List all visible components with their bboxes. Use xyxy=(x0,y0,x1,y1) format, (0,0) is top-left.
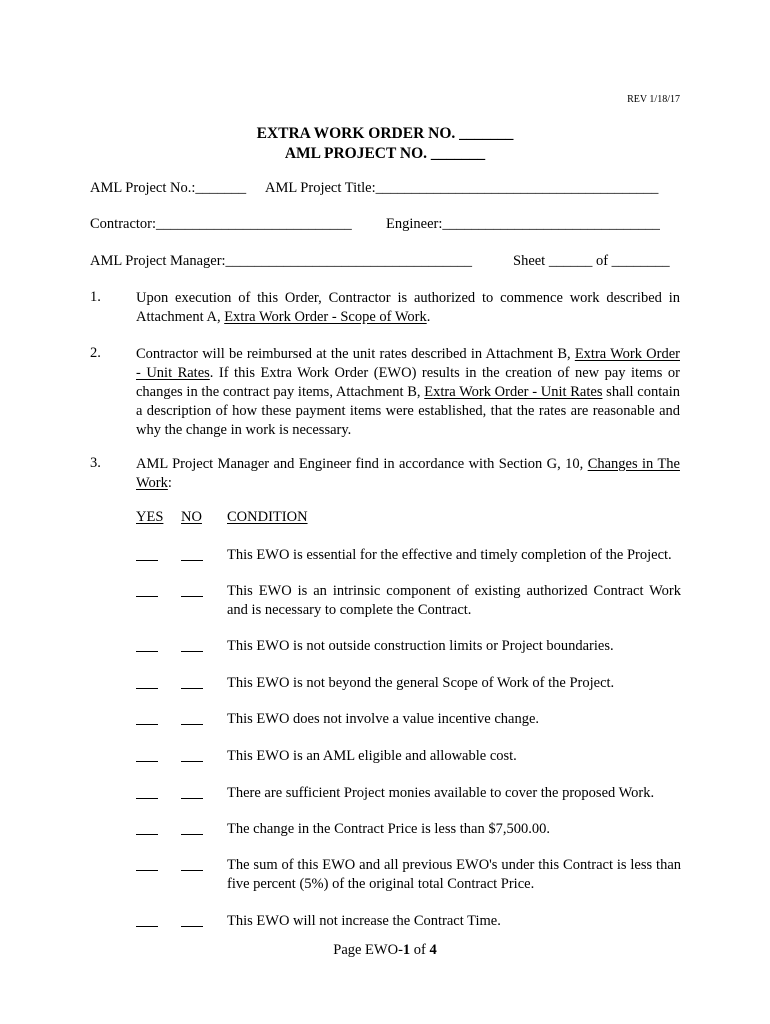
no-checkbox-blank[interactable] xyxy=(181,870,203,871)
yes-checkbox-blank[interactable] xyxy=(136,834,158,835)
condition-text: This EWO is essential for the effective and timely completion of the Project. xyxy=(227,547,672,563)
no-checkbox-blank[interactable] xyxy=(181,761,203,762)
no-checkbox-blank[interactable] xyxy=(181,834,203,835)
yes-checkbox-blank[interactable] xyxy=(136,798,158,799)
condition-text: This EWO is an intrinsic component of existing authorized Contract Work and is necessary to complete the Contract. xyxy=(227,583,681,618)
no-checkbox-blank[interactable] xyxy=(181,798,203,799)
extra-work-order-title: EXTRA WORK ORDER NO. _______ xyxy=(256,125,514,142)
yes-checkbox-blank[interactable] xyxy=(136,560,158,561)
unit-rates-link: Extra Work Order - Unit Rates xyxy=(136,346,680,381)
no-checkbox-blank[interactable] xyxy=(181,651,203,652)
no-checkbox-blank[interactable] xyxy=(181,688,203,689)
condition-text: There are sufficient Project monies available to cover the proposed Work. xyxy=(227,785,655,801)
item-3-number: 3. xyxy=(90,455,101,471)
condition-text: The change in the Contract Price is less than $7,500.00. xyxy=(227,821,550,837)
condition-text: This EWO does not involve a value incentive change. xyxy=(227,711,540,727)
yes-column-header: YES xyxy=(136,509,164,525)
project-title-field[interactable]: AML Project Title:_______________________________________ xyxy=(265,180,659,196)
yes-checkbox-blank[interactable] xyxy=(136,688,158,689)
condition-text: The sum of this EWO and all previous EWO's under this Contract is less than five percent (5%) of the original total Contract Price. xyxy=(227,857,681,892)
no-checkbox-blank[interactable] xyxy=(181,926,203,927)
project-no-field[interactable]: AML Project No.:_______ xyxy=(90,180,247,196)
item-1-text: Upon execution of this Order, Contractor is authorized to commence work described in Attachment A, Extra Work Order - Scope of Work. xyxy=(136,290,680,325)
changes-in-work-link: Changes in The Work xyxy=(136,456,680,491)
item-1-number: 1. xyxy=(90,289,101,305)
item-2-text: Contractor will be reimbursed at the unit rates described in Attachment B, Extra Work Order - Unit Rates. If this Extra Work Order (EWO) results in the creation of new pay items or changes in the contract pay items, Attachment B, Extra Work Order - Unit Rates shall contain a description of how these payment items were established, that the rates are reasonable and why the change in work is necessary. xyxy=(136,346,680,438)
yes-checkbox-blank[interactable] xyxy=(136,651,158,652)
yes-checkbox-blank[interactable] xyxy=(136,761,158,762)
no-checkbox-blank[interactable] xyxy=(181,560,203,561)
condition-text: This EWO will not increase the Contract Time. xyxy=(227,913,501,929)
aml-project-title-heading: AML PROJECT NO. _______ xyxy=(284,145,486,162)
page-number-footer: Page EWO-1 of 4 xyxy=(333,942,437,958)
no-checkbox-blank[interactable] xyxy=(181,724,203,725)
condition-text: This EWO is not beyond the general Scope of Work of the Project. xyxy=(227,675,615,691)
engineer-field[interactable]: Engineer:______________________________ xyxy=(386,216,660,232)
condition-text: This EWO is an AML eligible and allowable cost. xyxy=(227,748,517,764)
project-manager-field[interactable]: AML Project Manager:__________________________________ xyxy=(90,253,473,269)
yes-checkbox-blank[interactable] xyxy=(136,926,158,927)
yes-checkbox-blank[interactable] xyxy=(136,724,158,725)
item-3-text: AML Project Manager and Engineer find in accordance with Section G, 10, Changes in The Work: xyxy=(136,456,680,491)
contractor-field[interactable]: Contractor:___________________________ xyxy=(90,216,352,232)
condition-column-header: CONDITION xyxy=(227,509,308,525)
sheet-field[interactable]: Sheet ______ of ________ xyxy=(513,253,670,269)
scope-of-work-link: Extra Work Order - Scope of Work xyxy=(224,309,427,325)
no-column-header: NO xyxy=(181,509,202,525)
yes-checkbox-blank[interactable] xyxy=(136,870,158,871)
unit-rates-link-2: Extra Work Order - Unit Rates xyxy=(424,384,603,400)
revision-label: REV 1/18/17 xyxy=(627,94,680,105)
no-checkbox-blank[interactable] xyxy=(181,596,203,597)
yes-checkbox-blank[interactable] xyxy=(136,596,158,597)
item-2-number: 2. xyxy=(90,345,101,361)
condition-text: This EWO is not outside construction limits or Project boundaries. xyxy=(227,638,614,654)
